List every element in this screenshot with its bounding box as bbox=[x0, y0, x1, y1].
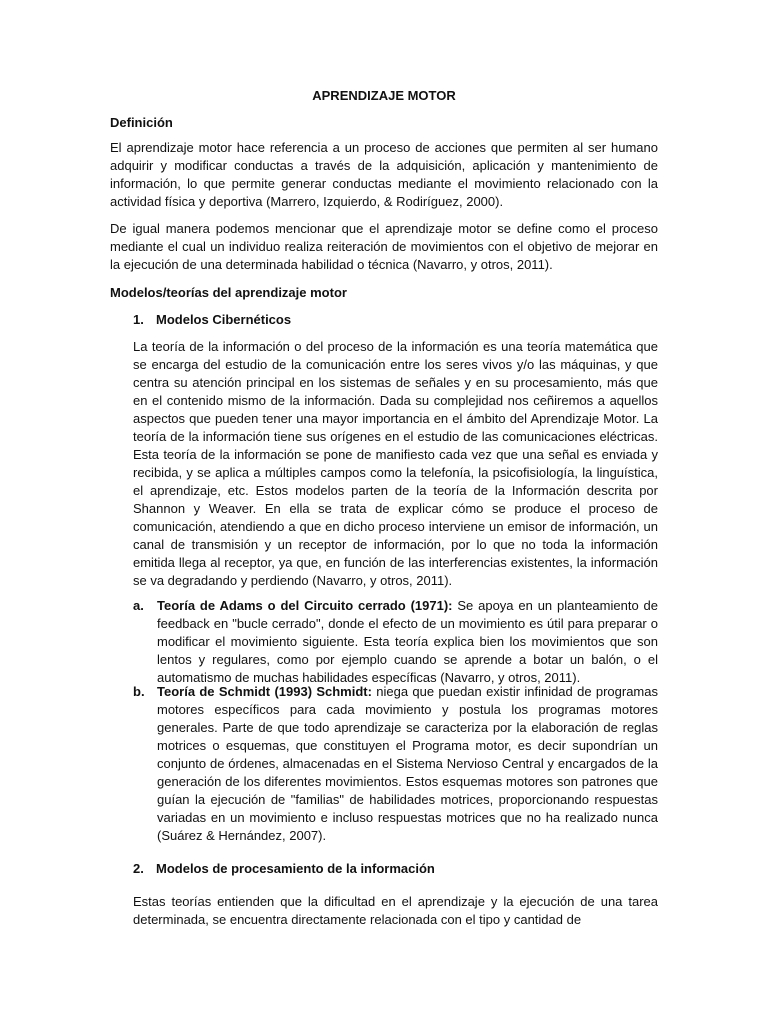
sub-item-b-bold: Teoría de Schmidt (1993) Schmidt: bbox=[157, 684, 372, 699]
sub-item-b-text: niega que puedan existir infinidad de programas motores específicos para cada movimiento y postula los programas motores generales. Parte de que todo aprendizaje se caracteriza por la elaboración de reglas motrices o esquemas, que constituyen el Programa motor, es decir supondrían un conjunto de órdenes, almacenadas en el Sistema Nervioso Central y encargados de la generación de los diferentes movimientos. Estos esquemas motores son patrones que guían la ejecución de "familias" de habilidades motrices, proporcionando respuestas variadas en un movimiento e incluso respuestas motrices que no ha realizado nunca (Suárez & Hernández, 2007). bbox=[157, 684, 658, 843]
definicion-heading: Definición bbox=[110, 115, 173, 130]
sub-item-a-body bbox=[157, 597, 658, 687]
sub-item-a-bold: Teoría de Adams o del Circuito cerrado (1971): bbox=[157, 598, 453, 613]
procesamiento-paragraph: Estas teorías entienden que la dificultad en el aprendizaje y la ejecución de una tarea determinada, se encuentra directamente relacionada con el tipo y cantidad de bbox=[133, 894, 658, 927]
cyberneticos-paragraph: La teoría de la información o del proceso de la información es una teoría matemática que se encarga del estudio de la comunicación entre los seres vivos y/o las máquinas, y que centra su atención principal en los sistemas de señales y en su procesamiento, más que en el contenido mismo de la información. Dada su complejidad nos ceñiremos a aquellos aspectos que pueden tener una mayor importancia en el ámbito del Aprendizaje Motor. La teoría de la información tiene sus orígenes en el estudio de las comunicaciones eléctricas. Esta teoría de la información se pone de manifiesto cada vez que una señal es enviada y recibida, y se aplica a múltiples campos como la telefonía, la psicofisiología, la linguística, el aprendizaje, etc. Estos modelos parten de la teoría de la Información descrita por Shannon y Weaver. En ella se trata de explicar cómo se produce el proceso de comunicación, atendiendo a que en dicho proceso interviene un emisor de información, un canal de transmisión y un receptor de información, por lo que no toda la información emitida llega al receptor, ya que, en función de las interferencias existentes, la información se va degradando y perdiendo (Navarro, y otros, 2011). bbox=[133, 339, 658, 588]
sub-item-a bbox=[133, 597, 658, 687]
list-item-2 bbox=[133, 860, 435, 878]
list-item-1-label: Modelos Cibernéticos bbox=[156, 312, 292, 327]
document-title: APRENDIZAJE MOTOR bbox=[312, 88, 456, 103]
sub-item-b-body bbox=[157, 683, 658, 845]
list-item-1-number: 1. bbox=[133, 312, 144, 327]
sub-item-a-letter: a. bbox=[133, 598, 144, 613]
list-item-2-label: Modelos de procesamiento de la información bbox=[156, 861, 435, 876]
sub-item-b bbox=[133, 683, 658, 845]
sub-item-b-letter: b. bbox=[133, 684, 145, 699]
list-item-2-number: 2. bbox=[133, 861, 144, 876]
sub-item-a-text: Se apoya en un planteamiento de feedback en "bucle cerrado", donde el efecto de un movimiento es útil para preparar o modificar el movimiento siguiente. Esta teoría explica bien los movimientos que son lentos y regulares, como por ejemplo cuando se aprende a botar un balón, o el automatismo de muchas habilidades específicas (Navarro, y otros, 2011). bbox=[157, 598, 658, 685]
list-item-1 bbox=[133, 311, 291, 329]
modelos-heading: Modelos/teorías del aprendizaje motor bbox=[110, 285, 347, 300]
definicion-paragraph-2: De igual manera podemos mencionar que el aprendizaje motor se define como el proceso mediante el cual un individuo realiza reiteración de movimientos con el objetivo de mejorar en la ejecución de una determinada habilidad o técnica (Navarro, y otros, 2011). bbox=[110, 221, 658, 272]
definicion-paragraph-1: El aprendizaje motor hace referencia a un proceso de acciones que permiten al ser humano adquirir y modificar conductas a través de la adquisición, aplicación y mantenimiento de información, lo que permite generar conductas mediante el movimiento relacionado con la actividad física y deportiva (Marrero, Izquierdo, & Rodiríguez, 2000). bbox=[110, 140, 658, 209]
